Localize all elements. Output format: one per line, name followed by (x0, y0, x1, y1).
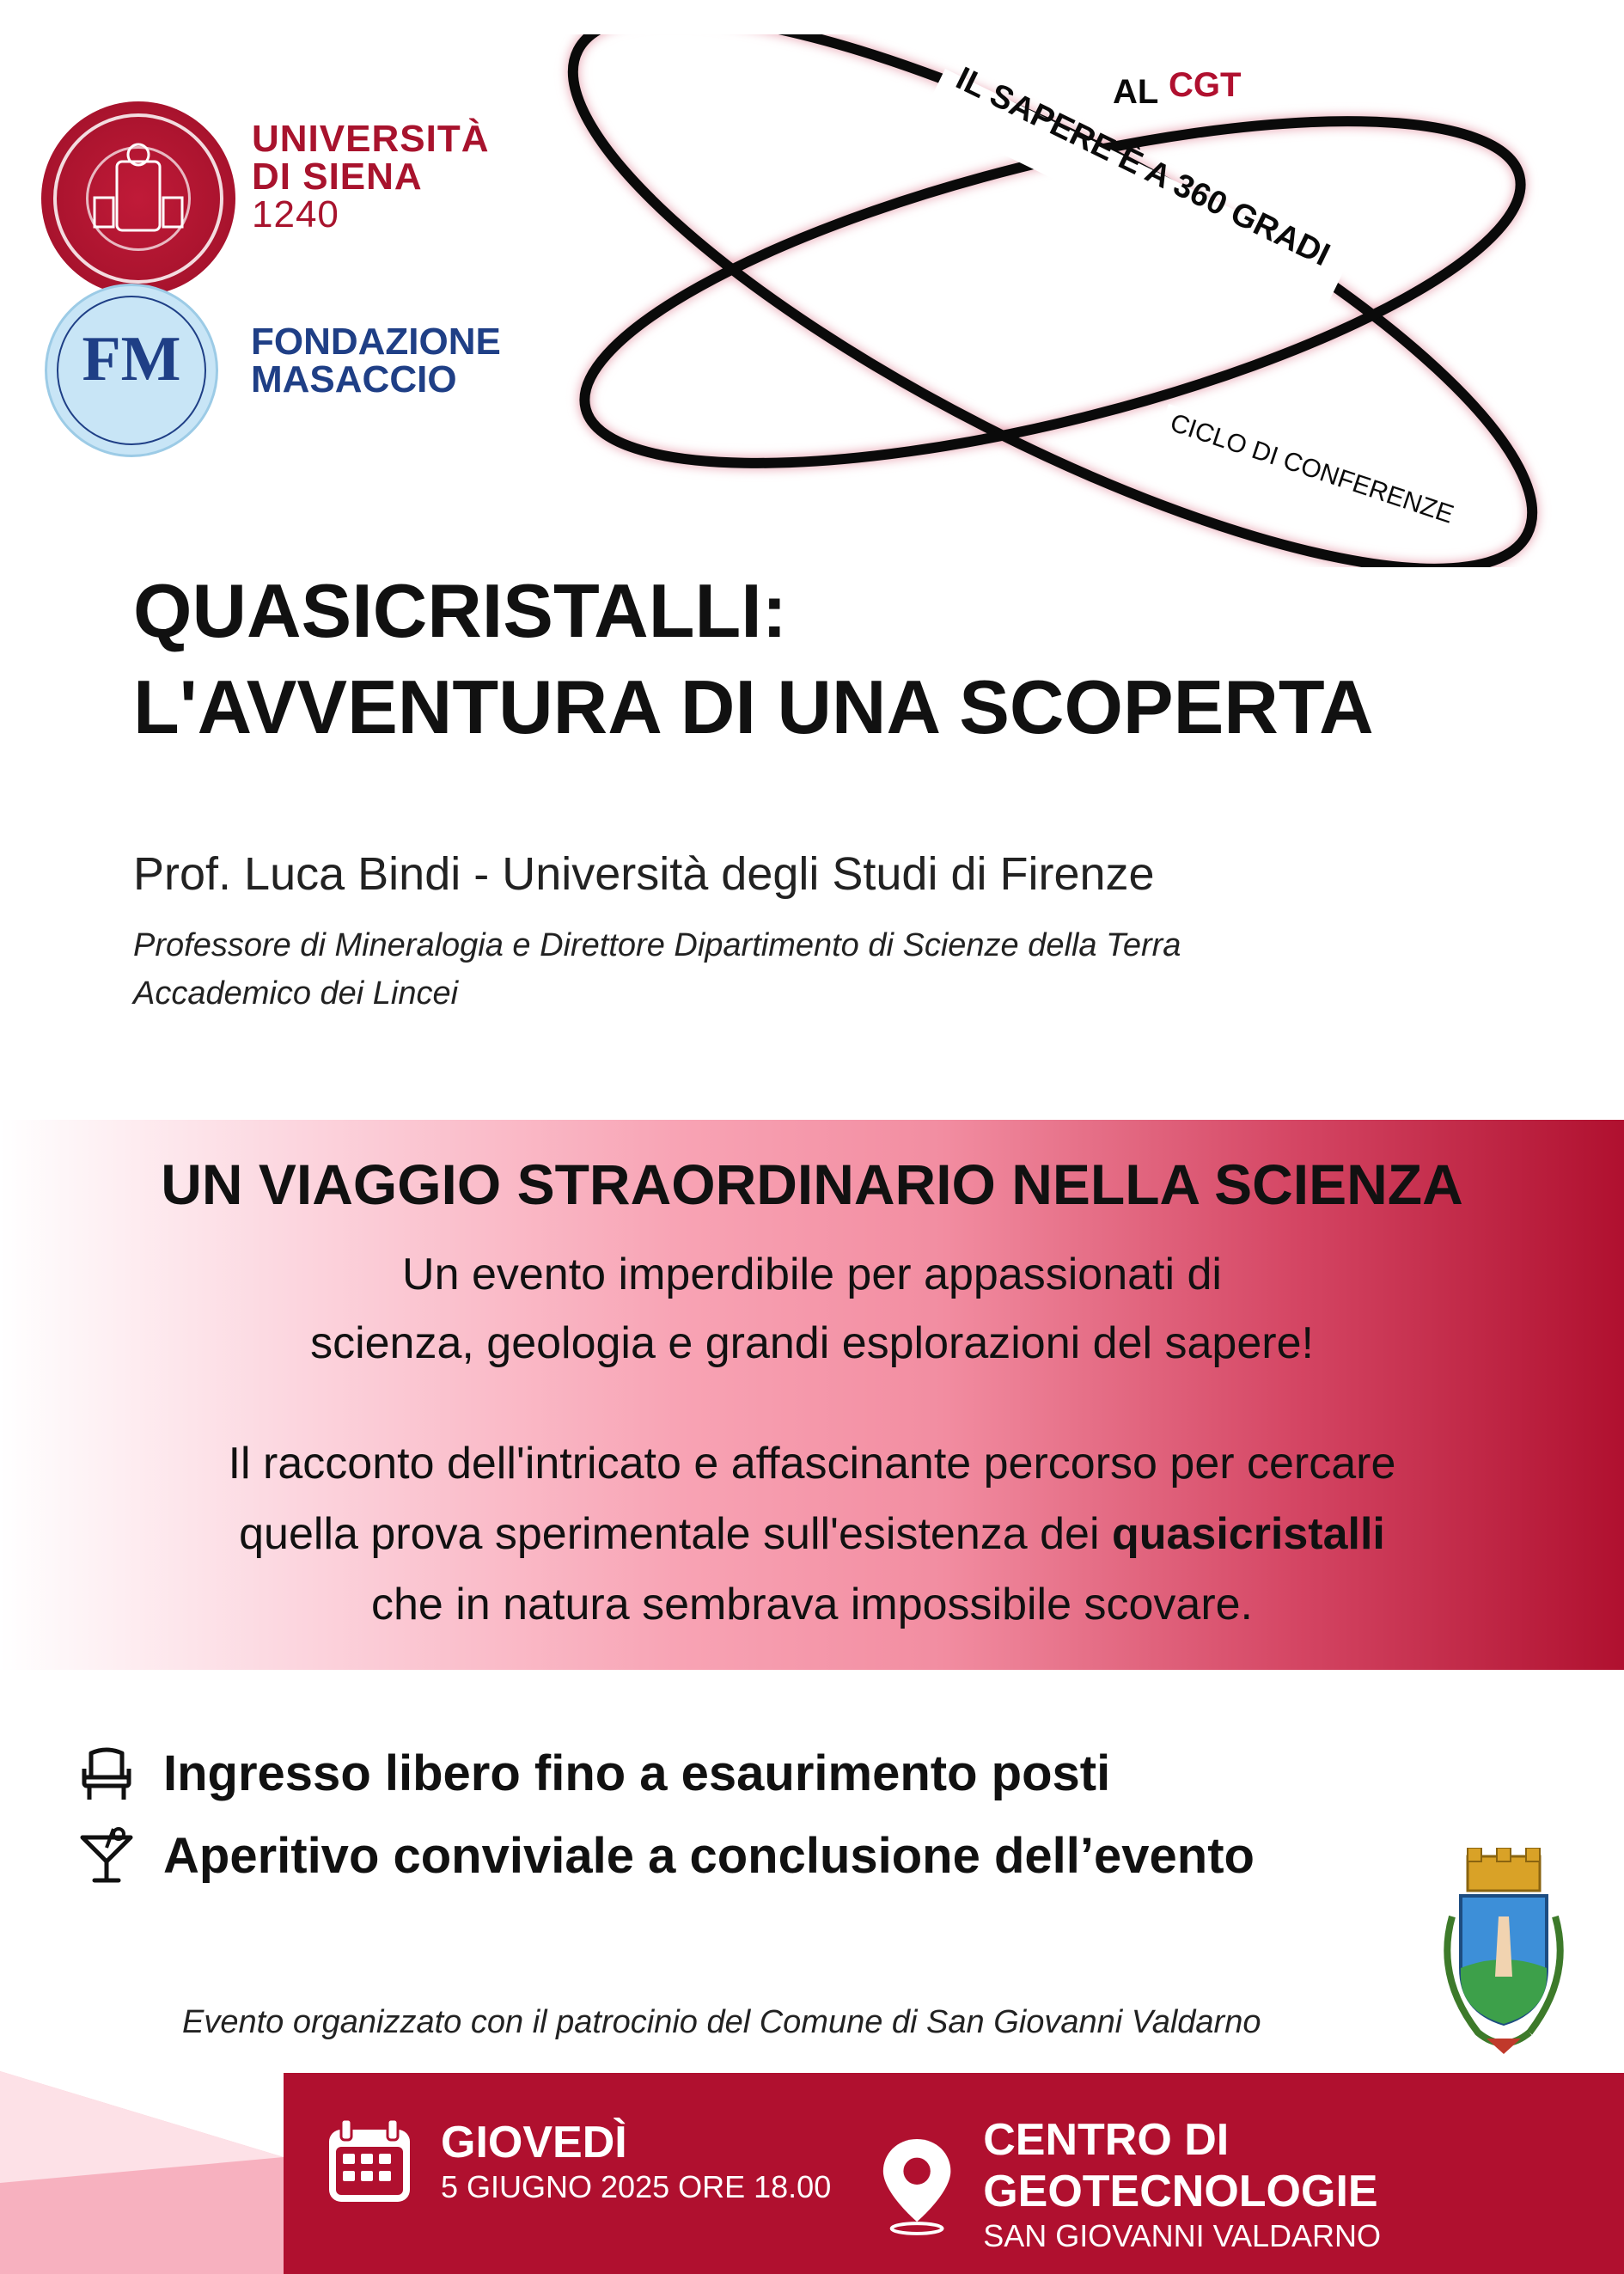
event-title-line1: QUASICRISTALLI: (133, 568, 787, 653)
info-entry-text: Ingresso libero fino a esaurimento posti (163, 1745, 1111, 1801)
unisi-line2: DI SIENA (252, 156, 423, 198)
fondazione-masaccio-name (251, 323, 501, 399)
coat-of-arms (1426, 1848, 1581, 2063)
band-p2-keyword: quasicristalli (1111, 1509, 1385, 1559)
footer-location (876, 2114, 1624, 2255)
footer-town: SAN GIOVANNI VALDARNO (983, 2218, 1381, 2253)
footer-place: CENTRO DI GEOTECNOLOGIE (983, 2115, 1378, 2216)
masaccio-line2: MASACCIO (251, 358, 457, 400)
patronage-note: Evento organizzato con il patrocinio del Comune di San Giovanni Valdarno (182, 2004, 1261, 2040)
cocktail-icon (76, 1825, 137, 1887)
band-p2-line2 (0, 1499, 1624, 1569)
orbit-graphic (481, 34, 1624, 567)
masaccio-line1: FONDAZIONE (251, 321, 501, 363)
event-title (133, 563, 1374, 755)
chair-icon (76, 1743, 137, 1805)
unisi-year: 1240 (252, 193, 339, 235)
band-paragraph-1 (0, 1240, 1624, 1378)
footer-date (322, 2114, 831, 2209)
orbit-al: AL (1113, 73, 1159, 111)
event-title-line2: L'AVVENTURA DI UNA SCOPERTA (133, 664, 1374, 749)
speaker-role-line2: Accademico dei Lincei (133, 975, 459, 1012)
info-aperitif-text: Aperitivo conviviale a conclusione dell’evento (163, 1828, 1255, 1884)
footer-datetime: 5 GIUGNO 2025 ORE 18.00 (441, 2169, 832, 2204)
unisi-line1: UNIVERSITÀ (252, 118, 490, 160)
footer-accent-triangle (0, 2071, 284, 2274)
orbit-cgt: CGT (1169, 66, 1242, 104)
band-p2-line1: Il racconto dell'intricato e affascinante percorso per cercare (228, 1439, 1396, 1488)
fondazione-masaccio-seal (45, 284, 218, 457)
band-p1-line2: scienza, geologia e grandi esplorazioni del sapere! (310, 1318, 1314, 1368)
band-p2-line2-text: quella prova sperimentale sull'esistenza dei (239, 1509, 1112, 1559)
band-title: UN VIAGGIO STRAORDINARIO NELLA SCIENZA (161, 1152, 1463, 1216)
fm-letters: FM (82, 324, 181, 394)
info-entry (76, 1739, 1110, 1808)
map-pin-icon (876, 2133, 957, 2236)
band-p1-line1: Un evento imperdibile per appassionati di (402, 1250, 1222, 1299)
orbit-motto: IL SAPERE È A 360 GRADI (950, 60, 1335, 274)
speaker-name: Prof. Luca Bindi - Università degli Studi di Firenze (133, 848, 1155, 900)
orbit-cycle: CICLO DI CONFERENZE (1166, 408, 1457, 529)
university-siena-seal (41, 101, 235, 296)
university-siena-name (252, 120, 489, 234)
band-paragraph-2 (0, 1428, 1624, 1640)
info-aperitif (76, 1822, 1255, 1891)
footer-day: GIOVEDÌ (441, 2118, 627, 2167)
calendar-icon (322, 2114, 417, 2209)
speaker-role (133, 921, 1181, 1018)
speaker-role-line1: Professore di Mineralogia e Direttore Dipartimento di Scienze della Terra (133, 927, 1181, 963)
band-p2-line3: che in natura sembrava impossibile scovare. (370, 1580, 1254, 1629)
